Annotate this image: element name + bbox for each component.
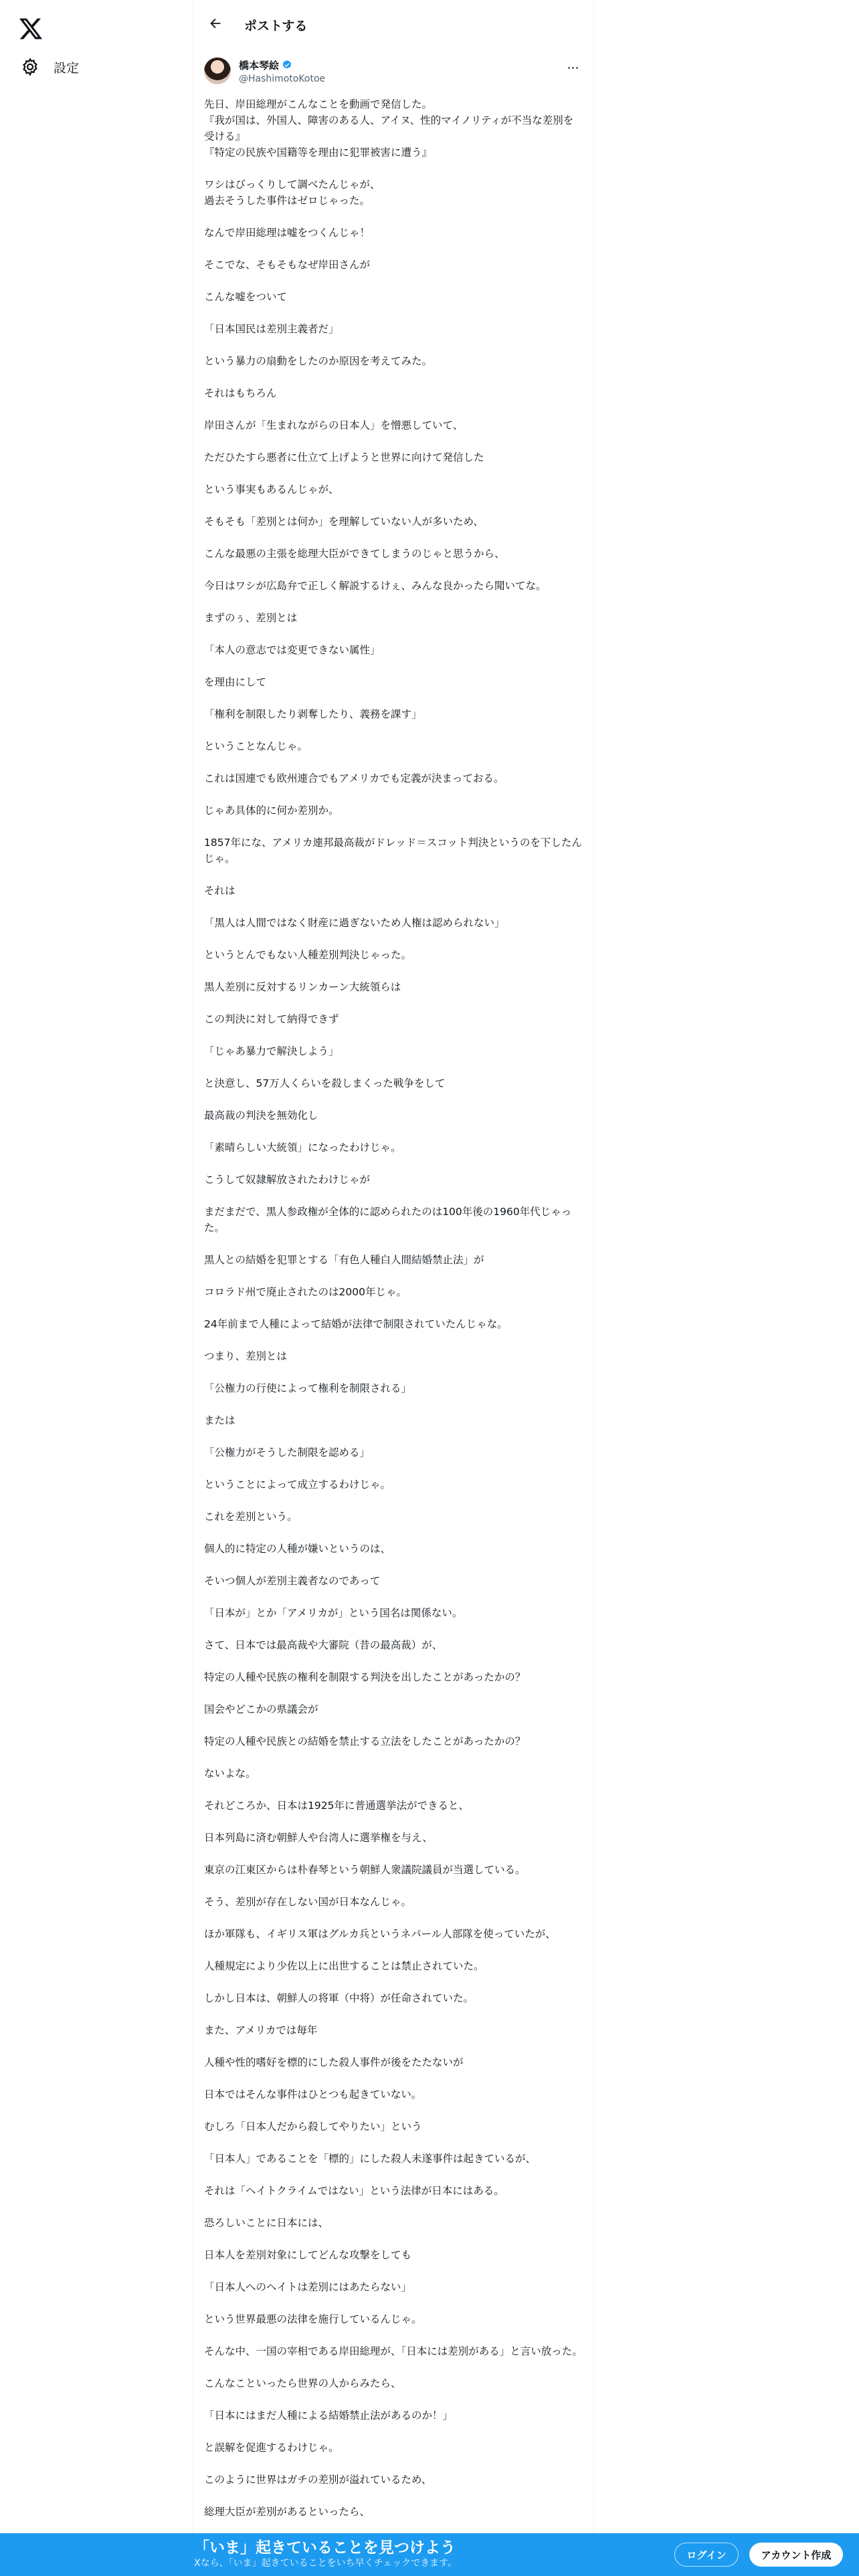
post-paragraph: 個人的に特定の人種が嫌いというのは、: [204, 1543, 391, 1555]
banner-subtitle: Xなら、「いま」起きていることをいち早くチェックできます。: [194, 2558, 458, 2569]
post-paragraph: 最高裁の判決を無効化し: [204, 1109, 318, 1121]
post-paragraph: そんな中、一国の宰相である岸田総理が、「日本には差別がある」と言い放った。: [204, 2345, 583, 2357]
post-paragraph: これは国連でも欧州連合でもアメリカでも定義が決まっておる。: [204, 772, 504, 784]
verified-badge-icon: [282, 60, 292, 70]
post-paragraph: こんな最悪の主張を総理大臣ができてしまうのじゃと思うから、: [204, 548, 505, 560]
more-horizontal-icon[interactable]: [564, 59, 581, 76]
post-paragraph: なんで岸田総理は嘘をつくんじゃ！: [204, 227, 371, 239]
post-paragraph: 「権利を制限したり剥奪したり、義務を課す」: [204, 708, 422, 720]
post-paragraph: 「日本人」であることを「標的」にした殺人未遂事件は起きているが、: [204, 2153, 537, 2165]
post-paragraph: じゃあ具体的に何か差別か。: [204, 804, 339, 817]
post-paragraph: 「日本にはまだ人種による結婚禁止法があるのか！」: [204, 2409, 454, 2422]
post-paragraph: 「日本国民は差別主義者だ」: [204, 323, 339, 335]
post-paragraph: というとんでもない人種差別判決じゃった。: [204, 949, 412, 961]
post-paragraph: 「黒人は人間ではなく財産に過ぎないため人権は認められない」: [204, 917, 505, 929]
post-paragraph: まだまだで、黒人参政権が全体的に認められたのは100年後の1960年代じゃった。: [204, 1206, 572, 1234]
post-paragraph: ということなんじゃ。: [204, 740, 308, 752]
post-paragraph: これを差別という。: [204, 1511, 298, 1523]
post-paragraph: 1857年にな、アメリカ連邦最高裁がドレッド＝スコット判決というのを下したんじゃ。: [204, 837, 582, 865]
x-logo-icon[interactable]: [18, 16, 43, 41]
display-name-row: [239, 58, 325, 72]
post-paragraph: または: [204, 1414, 235, 1426]
post-paragraph: コロラド州で廃止されたのは2000年じゃ。: [204, 1286, 407, 1298]
post-paragraph: と決意し、57万人くらいを殺しまくった戦争をして: [204, 1077, 446, 1089]
post-paragraph: 人種規定により少佐以上に出世することは禁止されていた。: [204, 1960, 484, 1972]
post-paragraph: 「日本が」とか「アメリカが」という国名は関係ない。: [204, 1607, 463, 1619]
post-paragraph: まずのぅ、差別とは: [204, 612, 298, 624]
post-paragraph: ワシはびっくりして調べたんじゃが、 過去そうした事件はゼロじゃった。: [204, 179, 381, 207]
post-paragraph: と誤解を促進するわけじゃ。: [204, 2442, 339, 2454]
post-author: [193, 49, 593, 92]
right-column: [594, 0, 859, 2576]
back-button[interactable]: [204, 13, 227, 36]
post-paragraph: また、アメリカでは毎年: [204, 2024, 318, 2036]
post-paragraph: 「本人の意志では変更できない属性」: [204, 644, 381, 656]
banner-text: [194, 2539, 457, 2569]
author-handle[interactable]: @HashimotoKotoe: [239, 73, 326, 84]
post-paragraph: 「公権力がそうした制限を認める」: [204, 1446, 371, 1459]
post-paragraph: それはもちろん: [204, 387, 277, 399]
post-paragraph: 黒人差別に反対するリンカーン大統領らは: [204, 981, 401, 993]
post-paragraph: それは「ヘイトクライムではない」という法律が日本にはある。: [204, 2185, 504, 2197]
post-paragraph: という世界最悪の法律を施行しているんじゃ。: [204, 2313, 422, 2325]
post-paragraph: ほか軍隊も、イギリス軍はグルカ兵というネパール人部隊を使っていたが、: [204, 1928, 556, 1940]
post-paragraph: それは: [204, 885, 235, 897]
post-paragraph: むしろ「日本人だから殺してやりたい」という: [204, 2121, 422, 2133]
post-paragraph: そう、差別が存在しない国が日本なんじゃ。: [204, 1896, 412, 1908]
post-paragraph: そもそも「差別とは何か」を理解していない人が多いため、: [204, 516, 484, 528]
post-paragraph: 今日はワシが広島弁で正しく解説するけぇ、みんな良かったら聞いてな。: [204, 580, 547, 592]
post-paragraph: ということによって成立するわけじゃ。: [204, 1479, 391, 1491]
page-title: ポストする: [244, 18, 308, 33]
main-column: [193, 0, 594, 2576]
post-paragraph: 特定の人種や民族の権利を制限する判決を出したことがあったかの？: [204, 1671, 526, 1683]
post-paragraph: ただひたすら悪者に仕立て上げようと世界に向けて発信した: [204, 451, 484, 463]
post-paragraph: を理由にして: [204, 676, 267, 688]
post-paragraph: こうして奴隷解放されたわけじゃが: [204, 1174, 371, 1186]
nav-settings-label: 設定: [54, 60, 80, 76]
left-navigation: [0, 0, 193, 2576]
post-paragraph: そこでな、そもそもなぜ岸田さんが: [204, 259, 371, 271]
banner-title: 「いま」起きていることを見つけよう: [194, 2539, 456, 2557]
post-header: [193, 0, 593, 49]
login-button[interactable]: ログイン: [674, 2543, 739, 2567]
nav-settings-item[interactable]: [15, 52, 84, 82]
post-paragraph: 「公権力の行使によって権利を制限される」: [204, 1382, 412, 1394]
post-paragraph: 24年前まで人種によって結婚が法律で制限されていたんじゃな。: [204, 1318, 508, 1330]
post-paragraph: ないよな。: [204, 1767, 256, 1780]
post-paragraph: 「じゃあ暴力で解決しよう」: [204, 1045, 339, 1057]
signup-banner: [0, 2533, 859, 2576]
post-paragraph: 恐ろしいことに日本には、: [204, 2217, 329, 2229]
post-paragraph: 東京の江東区からは朴春琴という朝鮮人衆議院議員が当選している。: [204, 1864, 526, 1876]
post-paragraph: 先日、岸田総理がこんなことを動画で発信した。 『我が国は、外国人、障害のある人、アイヌ、性的マイノリティが不当な差別を受ける』 『特定の民族や国籍等を理由に犯罪被害に遭う』: [204, 98, 574, 158]
post-paragraph: しかし日本は、朝鮮人の将軍（中将）が任命されていた。: [204, 1992, 474, 2004]
post-paragraph: 特定の人種や民族との結婚を禁止する立法をしたことがあったかの？: [204, 1735, 526, 1747]
post-paragraph: このように世界はガチの差別が溢れているため、: [204, 2474, 432, 2486]
post-paragraph: 国会やどこかの県議会が: [204, 1703, 318, 1715]
post-paragraph: 日本列島に済む朝鮮人や台湾人に選挙権を与え、: [204, 1832, 433, 1844]
post-paragraph: 日本人を差別対象にしてどんな攻撃をしても: [204, 2249, 412, 2261]
post-paragraph: 人種や性的嗜好を標的にした殺人事件が後をたたないが: [204, 2056, 464, 2068]
arrow-left-icon: [208, 16, 223, 33]
gear-icon: [20, 57, 40, 77]
post-paragraph: この判決に対して納得できず: [204, 1013, 339, 1025]
avatar[interactable]: [204, 58, 231, 84]
author-names: [239, 58, 325, 84]
author-display-name[interactable]: 橋本琴絵: [239, 59, 280, 72]
post-paragraph: それどころか、日本は1925年に普通選挙法ができると、: [204, 1800, 469, 1812]
post-paragraph: こんな嘘をついて: [204, 291, 288, 303]
signup-button[interactable]: アカウント作成: [749, 2543, 843, 2567]
post-paragraph: 「素晴らしい大統領」になったわけじゃ。: [204, 1142, 401, 1154]
post-paragraph: こんなこといったら世界の人からみたら、: [204, 2377, 401, 2389]
post-paragraph: さて、日本では最高裁や大審院（昔の最高裁）が、: [204, 1639, 443, 1651]
post-paragraph: 日本ではそんな事件はひとつも起きていない。: [204, 2088, 422, 2101]
post-paragraph: 総理大臣が差別があるといったら、: [204, 2506, 371, 2518]
post-paragraph: という暴力の扇動をしたのか原因を考えてみた。: [204, 355, 433, 367]
post-paragraph: 「日本人へのヘイトは差別にはあたらない」: [204, 2281, 412, 2293]
post-paragraph: 黒人との結婚を犯罪とする「有色人種白人間結婚禁止法」が: [204, 1254, 484, 1266]
post-text: [193, 92, 593, 2520]
post-paragraph: 岸田さんが「生まれながらの日本人」を憎悪していて、: [204, 419, 464, 431]
post-paragraph: そいつ個人が差別主義者なのであって: [204, 1575, 381, 1587]
post-paragraph: という事実もあるんじゃが、: [204, 484, 339, 496]
post-paragraph: つまり、差別とは: [204, 1350, 288, 1362]
